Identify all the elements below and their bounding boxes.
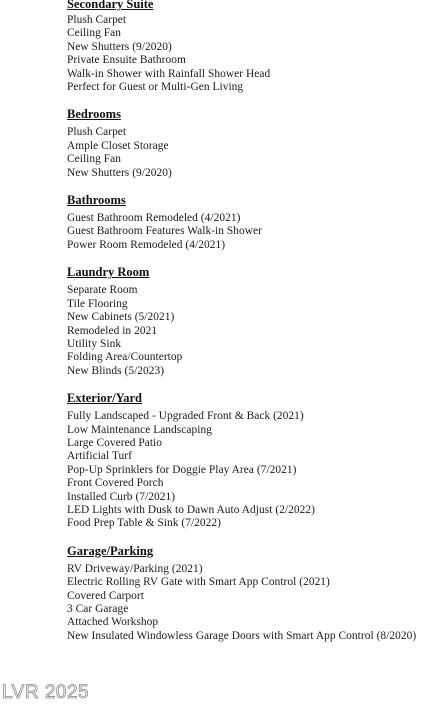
list-item: 3 Car Garage	[67, 603, 129, 615]
list-item: Walk-in Shower with Rainfall Shower Head	[67, 67, 271, 80]
list-item: RV Driveway/Parking (2021)	[67, 562, 203, 575]
section-title: Laundry Room	[67, 265, 150, 280]
list-item: Installed Curb (7/2021)	[67, 490, 176, 503]
section-title: Garage/Parking	[67, 543, 154, 558]
list-item: Front Covered Porch	[67, 477, 164, 490]
list-item: Tile Flooring	[67, 297, 128, 310]
list-item: Plush Carpet	[67, 126, 127, 139]
list-item: Fully Landscaped - Upgraded Front & Back (2021)	[67, 410, 304, 423]
list-item: Guest Bathroom Features Walk-in Shower	[67, 225, 263, 238]
section-title: Exterior/Yard	[67, 391, 142, 406]
list-item: New Shutters (9/2020)	[67, 40, 172, 53]
list-item: Ceiling Fan	[67, 27, 122, 40]
section-title: Secondary Suite	[67, 0, 154, 11]
list-item: Large Covered Patio	[67, 436, 163, 449]
feature-list-document	[67, 0, 444, 655]
list-item: Food Prep Table & Sink (7/2022)	[67, 517, 221, 530]
list-item: LED Lights with Dusk to Dawn Auto Adjust (2/2022)	[67, 503, 315, 516]
list-item: Pop-Up Sprinklers for Doggie Play Area (7/2021)	[67, 463, 297, 476]
list-item: New Cabinets (5/2021)	[67, 311, 175, 324]
list-item: Ceiling Fan	[67, 153, 122, 166]
section-laundry-room	[67, 264, 444, 378]
section-exterior-yard	[67, 390, 444, 531]
list-item: New Shutters (9/2020)	[67, 166, 172, 179]
list-item: Electric Rolling RV Gate with Smart App Control (2021)	[67, 576, 330, 589]
list-item: Remodeled in 2021	[67, 324, 158, 337]
list-item: Artificial Turf	[67, 450, 132, 463]
section-garage-parking	[67, 543, 444, 643]
watermark: LVR 2025	[2, 682, 90, 703]
list-item: Low Maintenance Landscaping	[67, 423, 212, 436]
list-item: Folding Area/Countertop	[67, 351, 183, 364]
list-item: Separate Room	[67, 284, 138, 297]
list-item: New Insulated Windowless Garage Doors with Smart App Control (8/2020)	[67, 629, 417, 642]
list-item: Ample Closet Storage	[67, 139, 169, 152]
list-item: Utility Sink	[67, 337, 122, 350]
list-item: Perfect for Guest or Multi-Gen Living	[67, 81, 244, 94]
section-bedrooms	[67, 106, 444, 180]
list-item: Private Ensuite Bathroom	[67, 54, 186, 67]
section-secondary-suite	[67, 0, 444, 94]
list-item: Power Room Remodeled (4/2021)	[67, 238, 226, 251]
list-item: Plush Carpet	[67, 14, 127, 26]
section-title: Bathrooms	[67, 193, 126, 208]
list-item: Covered Carport	[67, 589, 144, 602]
section-title: Bedrooms	[67, 107, 121, 122]
list-item: New Blinds (5/2023)	[67, 364, 165, 377]
section-bathrooms	[67, 192, 444, 252]
list-item: Attached Workshop	[67, 616, 159, 629]
list-item: Guest Bathroom Remodeled (4/2021)	[67, 212, 241, 225]
